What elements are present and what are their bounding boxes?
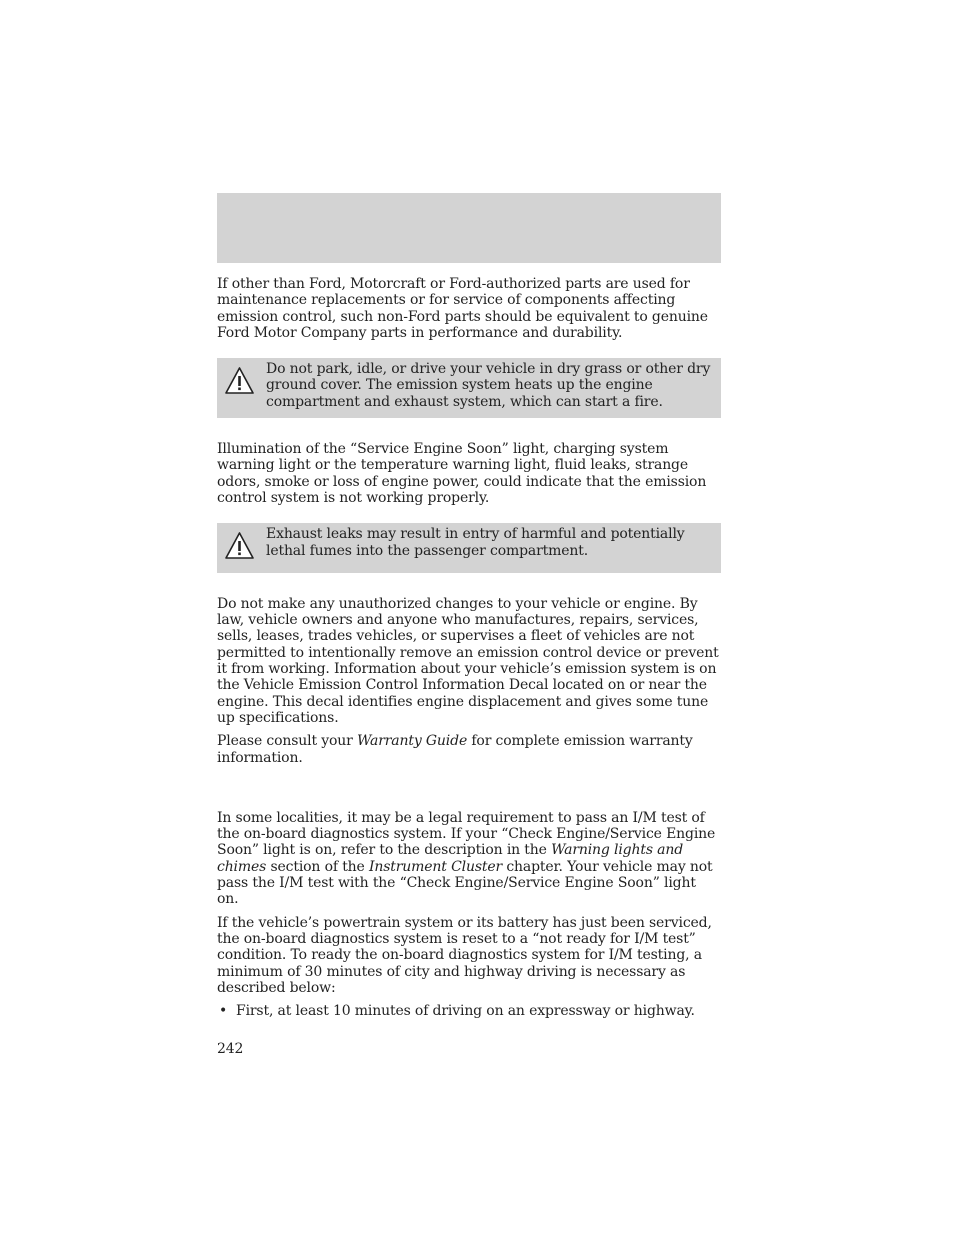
text-span: Please consult your bbox=[217, 733, 357, 750]
warning-text-exhaust: Exhaust leaks may result in entry of harmful and potentially lethal fumes into the passenger compartment. bbox=[266, 526, 685, 559]
warning-lights-ref: Warning lights and chimes bbox=[217, 842, 684, 875]
text-span: for complete emission warranty information. bbox=[217, 733, 693, 766]
manual-page bbox=[217, 193, 721, 1058]
paragraph-unauthorized-changes: Do not make any unauthorized changes to your vehicle or engine. By law, vehicle owners and anyone who manufactures, repairs, services, sells, leases, trades vehicles, or supervises a fleet of vehicles are not permitted to intentionally remove an emission control device or prevent it from working. Information about your vehicle’s emission system is on the Vehicle Emission Control Information Decal located on or near the engine. This decal identifies engine displacement and gives some tune up specifications. bbox=[217, 595, 719, 726]
paragraph-parts: If other than Ford, Motorcraft or Ford-authorized parts are used for maintenance replacements or for service of components affecting emission control, such non-Ford parts should be equivalent to genuine Ford Motor Company parts in performance and durability. bbox=[217, 276, 708, 341]
warning-text-fire: Do not park, idle, or drive your vehicle in dry grass or other dry ground cover. The emission system heats up the engine compartment and exhaust system, which can start a fire. bbox=[266, 361, 711, 410]
paragraph-warranty bbox=[217, 733, 721, 766]
warranty-guide-ref: Warranty Guide bbox=[357, 733, 468, 750]
warning-box-exhaust bbox=[217, 523, 721, 573]
paragraph-warning-lights: Illumination of the “Service Engine Soon” light, charging system warning light or the temperature warning light, fluid leaks, strange odors, smoke or loss of engine power, could indicate that the emission control system is not working properly. bbox=[217, 441, 707, 506]
section-header-band bbox=[217, 193, 721, 263]
warning-triangle-icon bbox=[224, 530, 255, 562]
text-span: In some localities, it may be a legal requirement to pass an I/M test of the on-board diagnostics system. If your “Check Engine/Service Engine Soon” light is on, refer to the description in the bbox=[217, 809, 716, 859]
text-span: chapter. Your vehicle may not pass the I/M test with the “Check Engine/Service Engine Soon” light on. bbox=[217, 858, 713, 908]
paragraph-im-test bbox=[217, 810, 721, 908]
paragraph-diagnostics-reset: If the vehicle’s powertrain system or its battery has just been serviced, the on-board diagnostics system is reset to a “not ready for I/M test” condition. To ready the on-board diagnostics system for I/M testing, a minimum of 30 minutes of city and highway driving is necessary as described below: bbox=[217, 914, 712, 996]
page-number: 242 bbox=[217, 1041, 244, 1058]
bullet-mark: • bbox=[219, 1003, 228, 1020]
warning-triangle-icon bbox=[224, 365, 255, 397]
text-span: section of the bbox=[266, 858, 369, 875]
instrument-cluster-ref: Instrument Cluster bbox=[369, 858, 503, 875]
list-item bbox=[217, 1003, 721, 1019]
bullet-text: First, at least 10 minutes of driving on an expressway or highway. bbox=[236, 1003, 695, 1020]
warning-box-fire bbox=[217, 358, 721, 418]
